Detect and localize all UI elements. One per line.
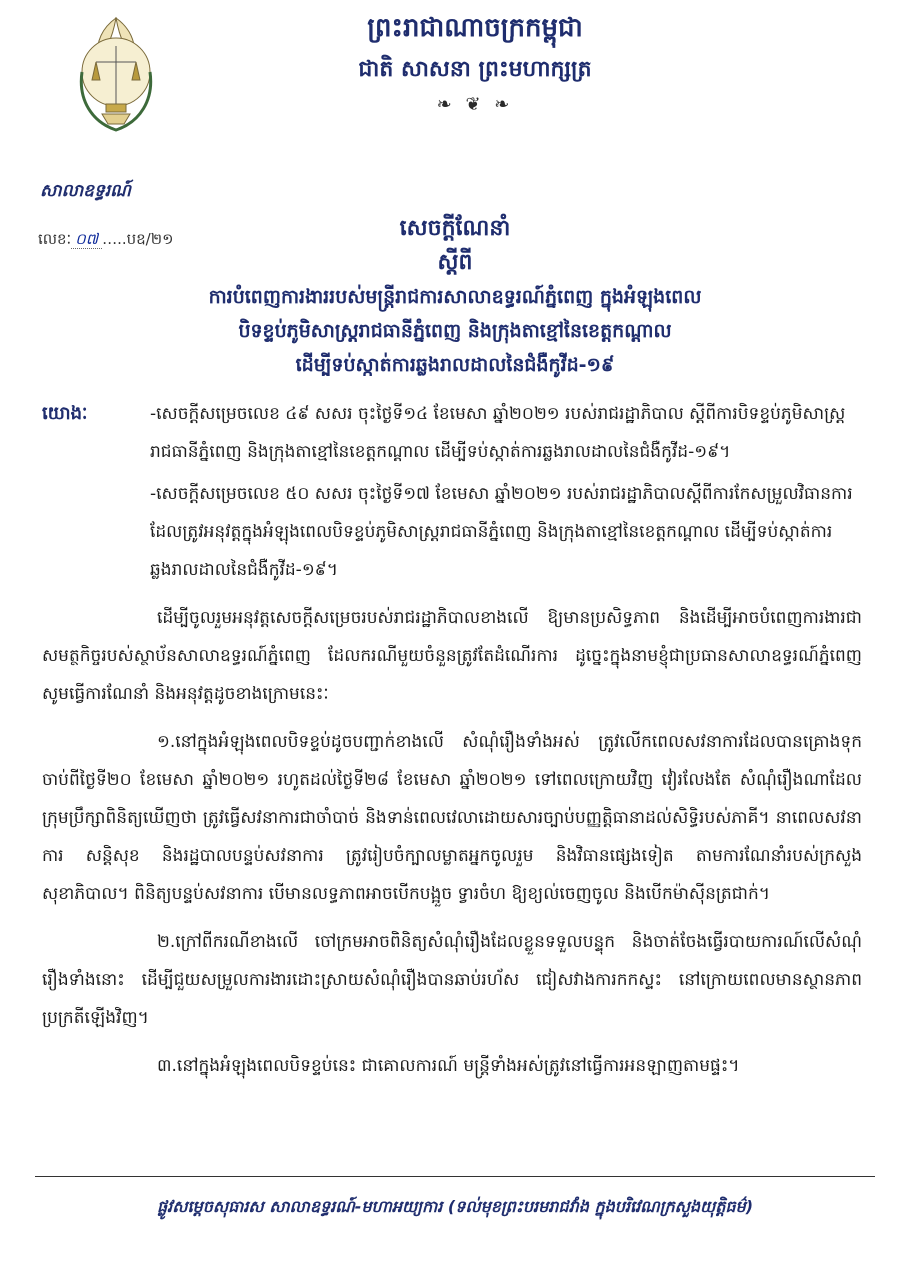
- instruction-item-3: ៣.នៅក្នុងអំឡុងពេលបិទខ្ទប់នេះ ជាគោលការណ៍ មន្ត្រីទាំងអស់ត្រូវនៅធ្វើការអនឡាញតាមផ្ទះ។: [157, 1056, 740, 1076]
- kingdom-header: [310, 10, 640, 115]
- title-about: ស្ដីពី: [437, 250, 473, 275]
- title-instruction: សេចក្ដីណែនាំ: [399, 216, 511, 241]
- footer-divider: [35, 1176, 875, 1177]
- reference-label: យោងៈ: [42, 403, 88, 424]
- court-emblem-icon: [62, 10, 170, 138]
- reference-2: -សេចក្ដីសម្រេចលេខ ៥០ សសរ ចុះថ្ងៃទី១៧ ខែមេសា ឆ្នាំ២០២១ របស់រាជរដ្ឋាភិបាលស្ដីពីការកែសម្រួលវិធានការដែលត្រូវអនុវត្តក្នុងអំឡុងពេលបិទខ្ទប់ភូមិសាស្ត្ររាជធានីភ្នំពេញ និងក្រុងតាខ្មៅនៃខេត្តកណ្ដាល ដើម្បីទប់ស្កាត់ការឆ្លងរាលដាលនៃជំងឺកូវីដ-១៩។: [150, 484, 853, 580]
- ref-prefix: លេខៈ: [38, 230, 72, 248]
- footer-address: ផ្លូវសម្ដេចសុធារស សាលាឧទ្ធរណ៍-មហាអយ្យការ (ទល់មុខព្រះបរមរាជវាំង ក្នុងបរិវេណក្រសួងយុត្តិធម៌): [156, 1197, 754, 1216]
- instruction-item-2: ២.ក្រៅពីករណីខាងលើ ចៅក្រមអាចពិនិត្យសំណុំរឿងដែលខ្លួនទទួលបន្ទុក និងចាត់ចែងធ្វើរបាយការណ៍លើសំណុំរឿងទាំងនោះ ដើម្បីជួយសម្រួលការងារដោះស្រាយសំណុំរឿងបានឆាប់រហ័ស ជៀសវាងការកកស្ទះ នៅក្រោយពេលមានស្ថានភាពប្រក្រតីឡើងវិញ។: [42, 932, 862, 1028]
- kingdom-title: ព្រះរាជាណាចក្រកម្ពុជា: [367, 13, 583, 43]
- references: [42, 395, 862, 589]
- title-subject-3: ដើម្បីទប់ស្កាត់ការឆ្លងរាលដាលនៃជំងឺកូវីដ-១៩: [295, 354, 615, 376]
- title-subject-1: ការបំពេញការងាររបស់មន្ត្រីរាជការសាលាឧទ្ធរណ៍ភ្នំពេញ ក្នុងអំឡុងពេល: [208, 286, 702, 308]
- national-motto: ជាតិ សាសនា ព្រះមហាក្សត្រ: [358, 56, 592, 82]
- ref-number: ០៧: [71, 230, 102, 249]
- document-title: [60, 212, 850, 382]
- reference-1: -សេចក្ដីសម្រេចលេខ ៤៩ សសរ ចុះថ្ងៃទី១៤ ខែមេសា ឆ្នាំ២០២១ របស់រាជរដ្ឋាភិបាល ស្ដីពីការបិទខ្ទប់ភូមិសាស្ត្ររាជធានីភ្នំពេញ និងក្រុងតាខ្មៅនៃខេត្តកណ្ដាល ដើម្បីទប់ស្កាត់ការឆ្លងរាលដាលនៃជំងឺកូវីដ-១៩។: [150, 404, 846, 462]
- ornament-divider: ❧ ❦ ❧: [436, 94, 514, 115]
- intro-paragraph: ដើម្បីចូលរួមអនុវត្តសេចក្ដីសម្រេចរបស់រាជរដ្ឋាភិបាលខាងលើ ឱ្យមានប្រសិទ្ធភាព និងដើម្បីអាចបំពេញការងារជាសមត្ថកិច្ចរបស់ស្ថាប័នសាលាឧទ្ធរណ៍ភ្នំពេញ ដែលករណីមួយចំនួនត្រូវតែដំណើរការ ដូច្នេះក្នុងនាមខ្ញុំជាប្រធានសាលាឧទ្ធរណ៍ភ្នំពេញ សូមធ្វើការណែនាំ និងអនុវត្តដូចខាងក្រោមនេះៈ: [42, 608, 862, 704]
- instruction-item-1: ១.នៅក្នុងអំឡុងពេលបិទខ្ទប់ដូចបញ្ជាក់ខាងលើ សំណុំរឿងទាំងអស់ ត្រូវលើកពេលសវនាការដែលបានគ្រោងទុក ចាប់ពីថ្ងៃទី២០ ខែមេសា ឆ្នាំ២០២១ រហូតដល់ថ្ងៃទី២៨ ខែមេសា ឆ្នាំ២០២១ ទៅពេលក្រោយវិញ វៀរលែងតែ សំណុំរឿងណាដែលក្រុមប្រឹក្សាពិនិត្យឃើញថា ត្រូវធ្វើសវនាការជាចាំបាច់ និងទាន់ពេលវេលាដោយសារច្បាប់បញ្ញត្តិធានាដល់សិទ្ធិរបស់ភាគី។ នាពេលសវនាការ សន្តិសុខ និងរដ្ឋបាលបន្ទប់សវនាការ ត្រូវរៀបចំក្បាលម្លាតអ្នកចូលរួម និងវិធានផ្សេងទៀត តាមការណែនាំរបស់ក្រសួងសុខាភិបាល។ ពិនិត្យបន្ទប់សវនាការ បើមានលទ្ធភាពអាចបើកបង្អួច ទ្វារចំហ ឱ្យខ្យល់ចេញចូល និងបើកម៉ាស៊ីនត្រជាក់។: [42, 732, 862, 904]
- document-body: [42, 395, 862, 1085]
- title-subject-2: បិទខ្ទប់ភូមិសាស្ត្ររាជធានីភ្នំពេញ និងក្រុងតាខ្មៅនៃខេត្តកណ្ដាល: [238, 320, 672, 342]
- court-name: សាលាឧទ្ធរណ៍: [40, 181, 131, 201]
- ref-suffix: …..បឧ/២១: [102, 230, 174, 248]
